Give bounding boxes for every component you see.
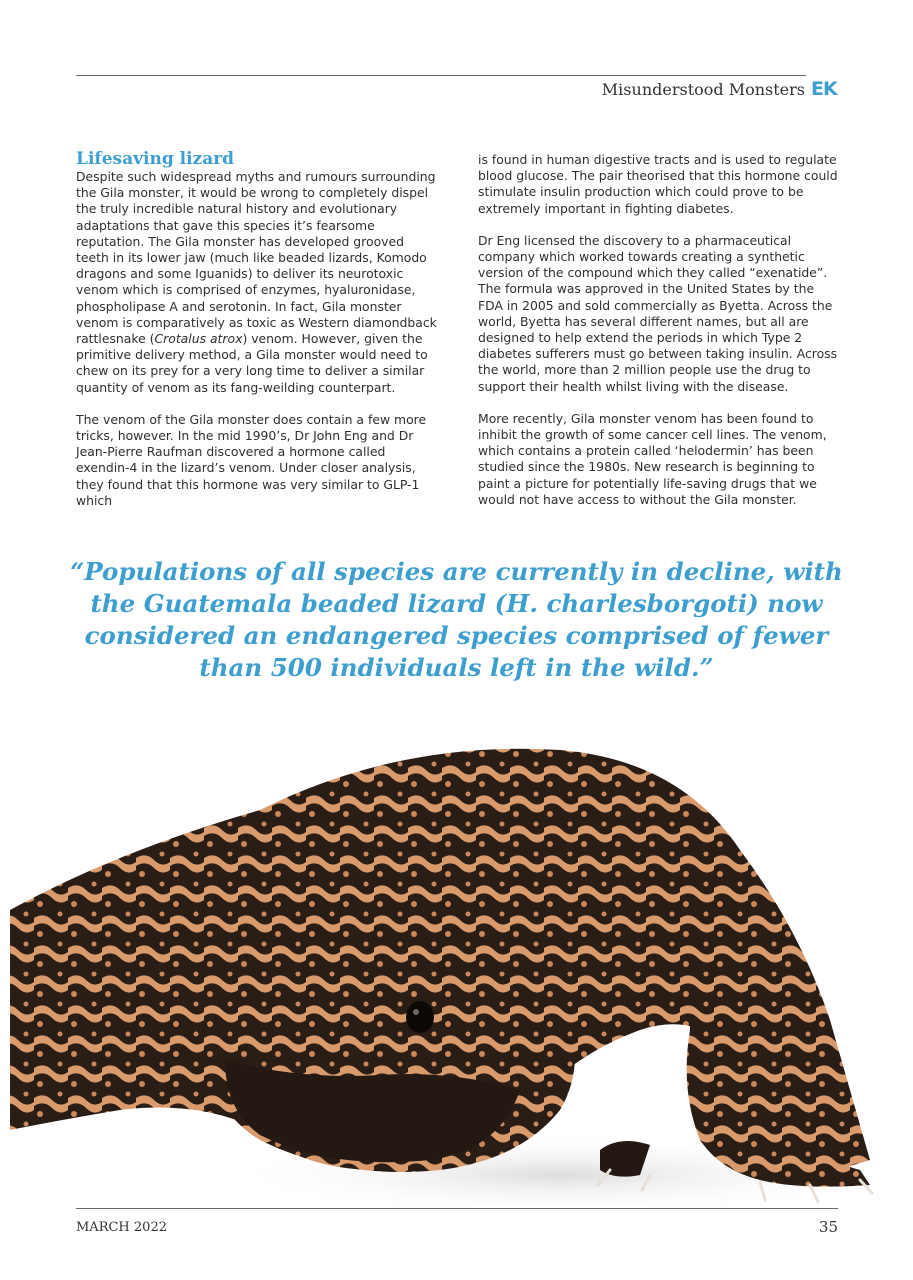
article-paragraph <box>76 169 438 396</box>
footer-rule <box>76 1208 838 1209</box>
magazine-logo: EK <box>811 78 837 100</box>
gila-monster-photo <box>0 730 913 1210</box>
paragraph-text: Despite such widespread myths and rumours surrounding the Gila monster, it would be wrong to completely dispel the truly incredible natural history and evolutionary adaptations that gave this species it’s fearsome reputation. The Gila monster has developed grooved teeth in its lower jaw (much like beaded lizards, Komodo dragons and some Iguanids) to deliver its neurotoxic venom which is comprised of enzymes, hyaluronidase, phospholipase A and serotonin. In fact, Gila monster venom is comparatively as toxic as Western diamondback rattlesnake ( <box>76 169 437 347</box>
header-rule <box>76 75 806 76</box>
issue-date: MARCH 2022 <box>76 1220 167 1235</box>
article-paragraph: is found in human digestive tracts and is used to regulate blood glucose. The pair theorised that this hormone could stimulate insulin production which could prove to be extremely important in fighting diabetes. <box>478 152 838 216</box>
article-column-left <box>76 149 438 525</box>
article-paragraph: The venom of the Gila monster does contain a few more tricks, however. In the mid 1990’s, Dr John Eng and Dr Jean-Pierre Raufman discovered a hormone called exendin-4 in the lizard’s venom. Under closer analysis, they found that this hormone was very similar to GLP-1 which <box>76 411 427 508</box>
species-name: Crotalus atrox <box>154 331 243 347</box>
article-paragraph: More recently, Gila monster venom has been found to inhibit the growth of some cancer cell lines. The venom, which contains a protein called ‘helodermin’ has been studied since the 1980s. New research is beginning to paint a picture for potentially life-saving drugs that we would not have access to without the Gila monster. <box>478 410 827 507</box>
pull-quote: “Populations of all species are currently in decline, with the Guatemala beaded lizard (H. charlesborgoti) now considered an endangered species comprised of fewer than 500 individuals left in the wild.” <box>70 557 843 682</box>
section-title: Misunderstood Monsters <box>601 80 805 99</box>
article-subheading: Lifesaving lizard <box>76 149 235 169</box>
article-paragraph: Dr Eng licensed the discovery to a pharmaceutical company which worked towards creating a synthetic version of the compound which they called “exenatide”. The formula was approved in the United States by the FDA in 2005 and sold commercially as Byetta. Across the world, Byetta has several different names, but all are designed to help extend the periods in which Type 2 diabetes sufferers must go between taking insulin. Across the world, more than 2 million people use the drug to support their health whilst living with the disease. <box>478 232 838 394</box>
paragraph-text: ) venom. However, given the primitive delivery method, a Gila monster would need to chew on its prey for a very long time to deliver a similar quantity of venom as its fang-weilding counterpart. <box>76 331 428 395</box>
page-number: 35 <box>818 1218 838 1236</box>
article-column-right <box>478 152 840 524</box>
